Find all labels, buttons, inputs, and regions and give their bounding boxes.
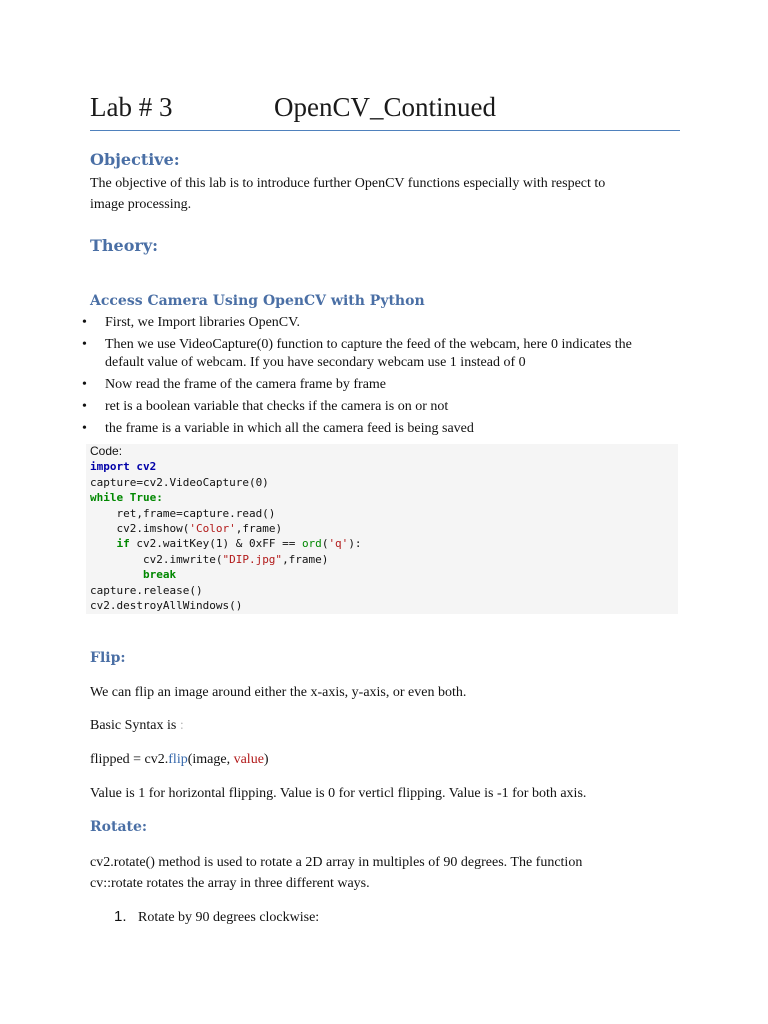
theory-heading: Theory: <box>90 236 159 255</box>
list-item: • First, we Import libraries OpenCV. <box>82 314 682 332</box>
rotate-line-1: cv2.rotate() method is used to rotate a 2D array in multiples of 90 degrees. The function <box>90 855 583 870</box>
flip-description: We can flip an image around either the x-axis, y-axis, or even both. <box>90 685 467 700</box>
code-line: break <box>142 568 177 582</box>
code-line: while True: <box>90 491 163 505</box>
lab-number: Lab # 3 <box>90 92 173 122</box>
code-line: cv2.destroyAllWindows() <box>90 599 243 613</box>
objective-line-1: The objective of this lab is to introduce further OpenCV functions especially with respect to <box>90 176 606 191</box>
objective-text <box>90 173 690 215</box>
code-line: if cv2.waitKey(1) & 0xFF == ord('q'): <box>116 537 362 551</box>
code-label: Code: <box>90 444 123 458</box>
camera-heading: Access Camera Using OpenCV with Python <box>90 293 425 309</box>
list-number: 1. <box>114 908 127 925</box>
list-item: • Then we use VideoCapture(0) function to capture the feed of the webcam, here 0 indicates the default value of webcam. If you have secondary webcam use 1 instead of 0 <box>82 336 682 372</box>
code-line: capture.release() <box>90 583 203 597</box>
flip-syntax-label: Basic Syntax is : <box>90 718 184 733</box>
rotate-list-item <box>114 906 319 928</box>
list-item-text: Rotate by 90 degrees clockwise: <box>138 910 320 925</box>
code-line: cv2.imwrite("DIP.jpg",frame) <box>90 552 329 566</box>
code-line: ret,frame=capture.read() <box>90 506 276 520</box>
list-item: • the frame is a variable in which all the camera feed is being saved <box>82 420 682 438</box>
code-line: import cv2 <box>90 460 157 474</box>
list-item: • ret is a boolean variable that checks if the camera is on or not <box>82 398 682 416</box>
code-line: capture=cv2.VideoCapture(0) <box>90 475 269 489</box>
flip-syntax-code: flipped = cv2.flip(image, value) <box>90 752 269 767</box>
camera-code-block <box>86 444 678 614</box>
list-item: • Now read the frame of the camera frame by frame <box>82 376 682 394</box>
rotate-line-2: cv::rotate rotates the array in three different ways. <box>90 876 370 891</box>
camera-steps-list <box>82 314 682 442</box>
rotate-description <box>90 852 690 894</box>
code-line: cv2.imshow('Color',frame) <box>90 522 283 536</box>
objective-heading: Objective: <box>90 150 180 169</box>
lab-subject: OpenCV_Continued <box>274 92 496 122</box>
flip-heading: Flip: <box>90 650 126 666</box>
rotate-heading: Rotate: <box>90 819 148 835</box>
document-title <box>90 92 680 131</box>
objective-line-2: image processing. <box>90 197 192 212</box>
flip-values-text: Value is 1 for horizontal flipping. Value is 0 for verticl flipping. Value is -1 for both axis. <box>90 786 587 801</box>
